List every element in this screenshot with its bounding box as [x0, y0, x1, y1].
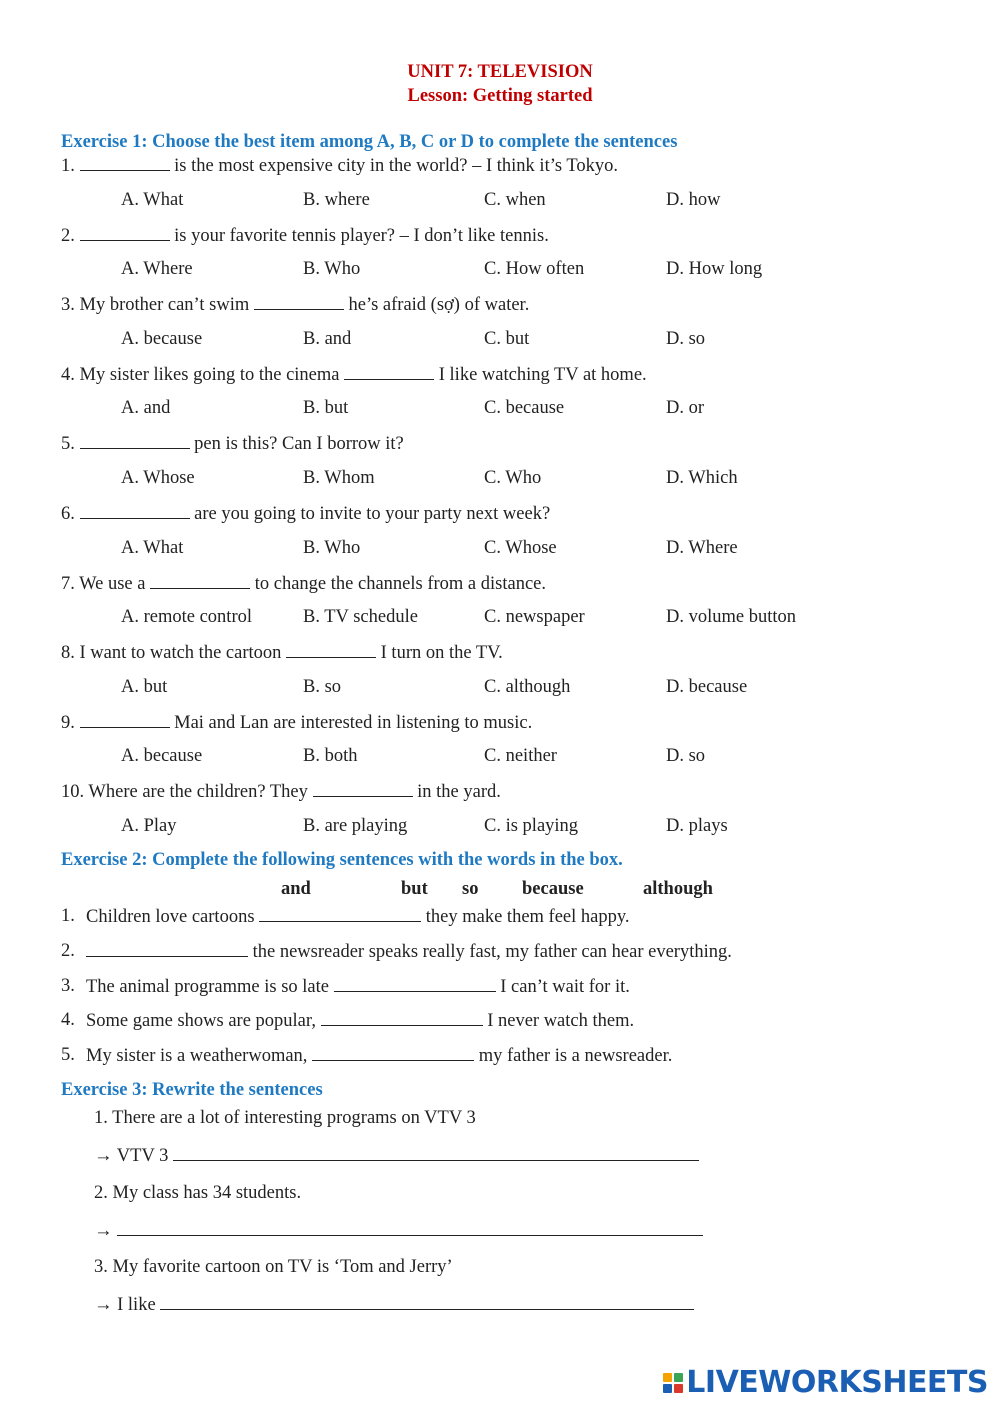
- option-d[interactable]: D. How long: [666, 259, 763, 280]
- option-c[interactable]: C. Who: [484, 467, 542, 488]
- rewrite-answer-line-3[interactable]: [160, 1294, 694, 1310]
- option-a[interactable]: A. Play: [121, 815, 177, 836]
- option-b[interactable]: B. Who: [303, 537, 361, 558]
- unit-title: UNIT 7: TELEVISION: [407, 62, 593, 82]
- question-text: 10. Where are the children? They: [61, 782, 313, 803]
- option-b[interactable]: B. where: [303, 189, 370, 210]
- option-b[interactable]: B. Whom: [303, 467, 375, 488]
- option-c[interactable]: C. neither: [484, 746, 557, 767]
- option-d[interactable]: D. plays: [666, 815, 728, 836]
- sentence-number: 1.: [61, 906, 75, 926]
- option-b[interactable]: B. but: [303, 398, 349, 419]
- option-b[interactable]: B. are playing: [303, 815, 408, 836]
- answer-blank[interactable]: [86, 941, 248, 957]
- exercise-2-heading: Exercise 2: Complete the following sentences with the words in the box.: [61, 850, 623, 870]
- sentence-text: Children love cartoons: [86, 907, 260, 927]
- rewrite-sentence-3: 3. My favorite cartoon on TV is ‘Tom and Jerry’: [94, 1257, 453, 1277]
- rewrite-answer-line-1[interactable]: [173, 1145, 699, 1161]
- option-a[interactable]: A. but: [121, 676, 168, 697]
- question-4: [61, 364, 647, 386]
- option-a[interactable]: A. because: [121, 746, 203, 767]
- option-d[interactable]: D. so: [666, 328, 706, 349]
- sentence-text: they make them feel happy.: [421, 907, 630, 927]
- question-6: [61, 503, 550, 525]
- liveworksheets-logo: [663, 1365, 988, 1400]
- question-text: is the most expensive city in the world? – I think it’s Tokyo.: [169, 156, 618, 176]
- option-d[interactable]: D. how: [666, 189, 721, 210]
- question-text: in the yard.: [412, 782, 501, 803]
- question-text: are you going to invite to your party next week?: [189, 504, 551, 524]
- question-text: 6.: [61, 504, 80, 524]
- exercise-3-heading: Exercise 3: Rewrite the sentences: [61, 1080, 323, 1100]
- question-1: [61, 155, 618, 177]
- question-text: 3. My brother can’t swim: [61, 295, 254, 316]
- answer-blank[interactable]: [80, 155, 170, 171]
- sentence-2: [86, 941, 732, 963]
- rewrite-sentence-1: 1. There are a lot of interesting programs on VTV 3: [94, 1108, 476, 1128]
- option-a[interactable]: A. remote control: [121, 607, 252, 628]
- option-b[interactable]: B. Who: [303, 259, 361, 280]
- question-3: [61, 294, 529, 316]
- question-text: 4. My sister likes going to the cinema: [61, 364, 345, 385]
- option-c[interactable]: C. when: [484, 189, 546, 210]
- question-text: I like watching TV at home.: [434, 364, 647, 385]
- sentence-text: My sister is a weatherwoman,: [86, 1046, 313, 1067]
- option-b[interactable]: B. both: [303, 746, 358, 767]
- question-8: [61, 642, 503, 664]
- question-text: 8. I want to watch the cartoon: [61, 643, 287, 664]
- word-box-item: so: [462, 879, 479, 899]
- question-9: [61, 712, 532, 734]
- rewrite-prompt-2: →: [94, 1221, 113, 1241]
- question-text: is your favorite tennis player? – I don’t like tennis.: [169, 225, 549, 246]
- answer-blank[interactable]: [80, 503, 190, 519]
- sentence-text: my father is a newsreader.: [474, 1046, 673, 1067]
- option-c[interactable]: C. although: [484, 676, 571, 697]
- answer-blank[interactable]: [259, 906, 421, 922]
- rewrite-prompt-3: → I like: [94, 1295, 156, 1315]
- word-box-item: because: [522, 879, 584, 899]
- question-2: [61, 225, 549, 247]
- rewrite-answer-row-3: [94, 1294, 694, 1316]
- option-d[interactable]: D. Which: [666, 467, 738, 488]
- exercise-1-heading: Exercise 1: Choose the best item among A, B, C or D to complete the sentences: [61, 132, 678, 152]
- option-a[interactable]: A. and: [121, 398, 171, 419]
- answer-blank[interactable]: [313, 781, 413, 797]
- lesson-title: Lesson: Getting started: [407, 86, 593, 106]
- option-b[interactable]: B. so: [303, 676, 342, 697]
- answer-blank[interactable]: [80, 712, 170, 728]
- sentence-number: 4.: [61, 1010, 75, 1031]
- sentence-5: [86, 1045, 672, 1067]
- option-a[interactable]: A. What: [121, 189, 184, 210]
- answer-blank[interactable]: [312, 1045, 474, 1061]
- answer-blank[interactable]: [334, 976, 496, 992]
- word-box-item: but: [401, 879, 428, 899]
- option-c[interactable]: C. because: [484, 398, 565, 419]
- rewrite-answer-line-2[interactable]: [117, 1220, 703, 1236]
- option-d[interactable]: D. Where: [666, 537, 738, 558]
- question-7: [61, 573, 546, 595]
- question-text: 2.: [61, 225, 80, 246]
- answer-blank[interactable]: [254, 294, 344, 310]
- question-text: 5.: [61, 434, 80, 455]
- answer-blank[interactable]: [286, 642, 376, 658]
- option-d[interactable]: D. volume button: [666, 607, 797, 628]
- option-b[interactable]: B. and: [303, 328, 352, 349]
- question-5: [61, 433, 404, 455]
- question-text: Mai and Lan are interested in listening to music.: [169, 712, 533, 733]
- rewrite-prompt-1: → VTV 3: [94, 1146, 169, 1166]
- option-d[interactable]: D. because: [666, 676, 748, 697]
- option-c[interactable]: C. is playing: [484, 815, 579, 836]
- option-c[interactable]: C. Whose: [484, 537, 557, 558]
- answer-blank[interactable]: [80, 433, 190, 449]
- logo-squares-icon: [663, 1373, 683, 1393]
- logo-text: LIVEWORKSHEETS: [686, 1365, 988, 1400]
- sentence-text: the newsreader speaks really fast, my father can hear everything.: [248, 941, 732, 962]
- rewrite-answer-row-1: [94, 1145, 699, 1167]
- option-d[interactable]: D. or: [666, 398, 705, 419]
- question-text: he’s afraid (sợ) of water.: [343, 295, 530, 316]
- sentence-3: [86, 976, 630, 998]
- question-text: pen is this? Can I borrow it?: [189, 434, 404, 455]
- word-box-item: although: [643, 879, 713, 899]
- question-text: I turn on the TV.: [376, 643, 503, 664]
- option-a[interactable]: A. What: [121, 537, 184, 558]
- option-b[interactable]: B. TV schedule: [303, 607, 418, 628]
- option-a[interactable]: A. Whose: [121, 467, 195, 488]
- option-d[interactable]: D. so: [666, 746, 706, 767]
- sentence-1: [86, 906, 630, 928]
- sentence-4: [86, 1010, 634, 1032]
- option-c[interactable]: C. newspaper: [484, 607, 585, 628]
- sentence-number: 2.: [61, 940, 75, 961]
- word-box-item: and: [281, 879, 311, 899]
- question-text: to change the channels from a distance.: [250, 573, 546, 594]
- rewrite-answer-row-2: [94, 1220, 703, 1242]
- question-text: 9.: [61, 712, 80, 733]
- sentence-text: The animal programme is so late: [86, 976, 334, 997]
- option-a[interactable]: A. Where: [121, 259, 193, 280]
- question-text: 1.: [61, 156, 80, 176]
- answer-blank[interactable]: [344, 364, 434, 380]
- option-a[interactable]: A. because: [121, 328, 203, 349]
- sentence-number: 3.: [61, 975, 75, 996]
- answer-blank[interactable]: [80, 225, 170, 241]
- question-text: 7. We use a: [61, 573, 151, 594]
- sentence-text: I never watch them.: [482, 1011, 635, 1032]
- answer-blank[interactable]: [150, 573, 250, 589]
- sentence-number: 5.: [61, 1045, 75, 1066]
- question-10: [61, 781, 501, 803]
- sentence-text: Some game shows are popular,: [86, 1011, 321, 1032]
- option-c[interactable]: C. How often: [484, 259, 585, 280]
- answer-blank[interactable]: [321, 1010, 483, 1026]
- rewrite-sentence-2: 2. My class has 34 students.: [94, 1183, 302, 1203]
- option-c[interactable]: C. but: [484, 328, 530, 349]
- sentence-text: I can’t wait for it.: [495, 976, 630, 997]
